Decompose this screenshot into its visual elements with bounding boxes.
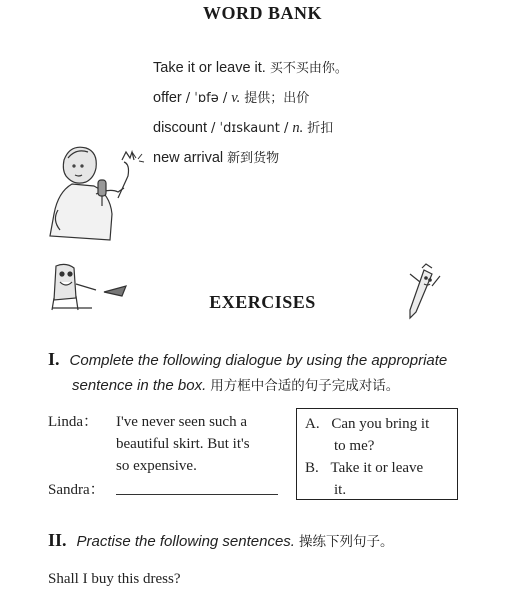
exercise-1-instruction-line2: sentence in the box. bbox=[72, 377, 207, 394]
spark-icon bbox=[128, 150, 148, 170]
exercise-2-instruction-text: Practise the following sentences. bbox=[76, 533, 295, 550]
dialogue-line bbox=[116, 411, 281, 477]
exercise-1-instruction-cont bbox=[72, 374, 522, 395]
exercise-2-number: II. bbox=[48, 530, 67, 550]
option-text: to me? bbox=[334, 438, 375, 454]
exercise-1-instruction bbox=[48, 349, 518, 370]
exercise-1-number: I. bbox=[48, 349, 60, 369]
entry-pos: v. bbox=[231, 90, 241, 106]
dialogue-speaker bbox=[48, 479, 105, 501]
entry-meaning: 新到货物 bbox=[227, 151, 280, 166]
word-bank-entry bbox=[153, 87, 309, 107]
option-a-cont bbox=[334, 435, 374, 457]
entry-meaning: 提供；出价 bbox=[244, 91, 310, 106]
exercise-1-instruction-cn: 用方框中合适的句子完成对话。 bbox=[210, 378, 400, 394]
entry-term: offer bbox=[153, 90, 182, 106]
option-text: it. bbox=[334, 482, 347, 498]
word-bank-entry bbox=[153, 147, 279, 166]
exercises-title bbox=[0, 292, 525, 313]
option-text: Take it or leave bbox=[330, 460, 424, 476]
entry-term: discount bbox=[153, 120, 208, 136]
answer-blank[interactable] bbox=[116, 494, 278, 495]
woman-illustration bbox=[44, 140, 168, 242]
word-bank-title bbox=[0, 3, 525, 24]
practice-sentence bbox=[48, 568, 181, 590]
exercise-2-instruction-cn: 操练下列句子。 bbox=[298, 534, 394, 550]
practice-sentence-text: Shall I buy this dress? bbox=[48, 571, 181, 587]
entry-meaning: 折扣 bbox=[307, 121, 334, 136]
word-bank-entry bbox=[153, 117, 333, 137]
pencil-character-illustration bbox=[402, 262, 442, 320]
entry-phonetic: / ˈɒfə / bbox=[185, 91, 228, 106]
word-bank-title-text: WORD BANK bbox=[202, 3, 322, 23]
dialogue-text: beautiful skirt. But it's bbox=[116, 436, 250, 452]
option-b-cont bbox=[334, 479, 346, 501]
option-a bbox=[305, 413, 455, 435]
entry-meaning: 买不买由你。 bbox=[269, 61, 348, 76]
entry-phonetic: / ˈdɪskaunt / bbox=[211, 121, 289, 136]
entry-term: Take it or leave it. bbox=[153, 60, 266, 76]
exercise-1-instruction-line1: Complete the following dialogue by using the appropriate bbox=[69, 352, 448, 369]
option-letter: A. bbox=[305, 416, 320, 432]
speaker-sandra: Sandra： bbox=[48, 482, 105, 498]
option-b bbox=[305, 457, 455, 479]
exercises-title-text: EXERCISES bbox=[209, 292, 316, 312]
dialogue-text: so expensive. bbox=[116, 458, 197, 474]
option-text: Can you bring it bbox=[331, 416, 430, 432]
dialogue-speaker bbox=[48, 411, 98, 433]
entry-pos: n. bbox=[292, 120, 304, 136]
word-bank-entry bbox=[153, 57, 348, 76]
option-letter: B. bbox=[305, 460, 319, 476]
dialogue-text: I've never seen such a bbox=[116, 414, 247, 430]
exercise-2-instruction bbox=[48, 530, 518, 551]
options-box bbox=[296, 408, 458, 500]
entry-term: new arrival bbox=[153, 150, 224, 166]
speaker-linda: Linda： bbox=[48, 414, 98, 430]
